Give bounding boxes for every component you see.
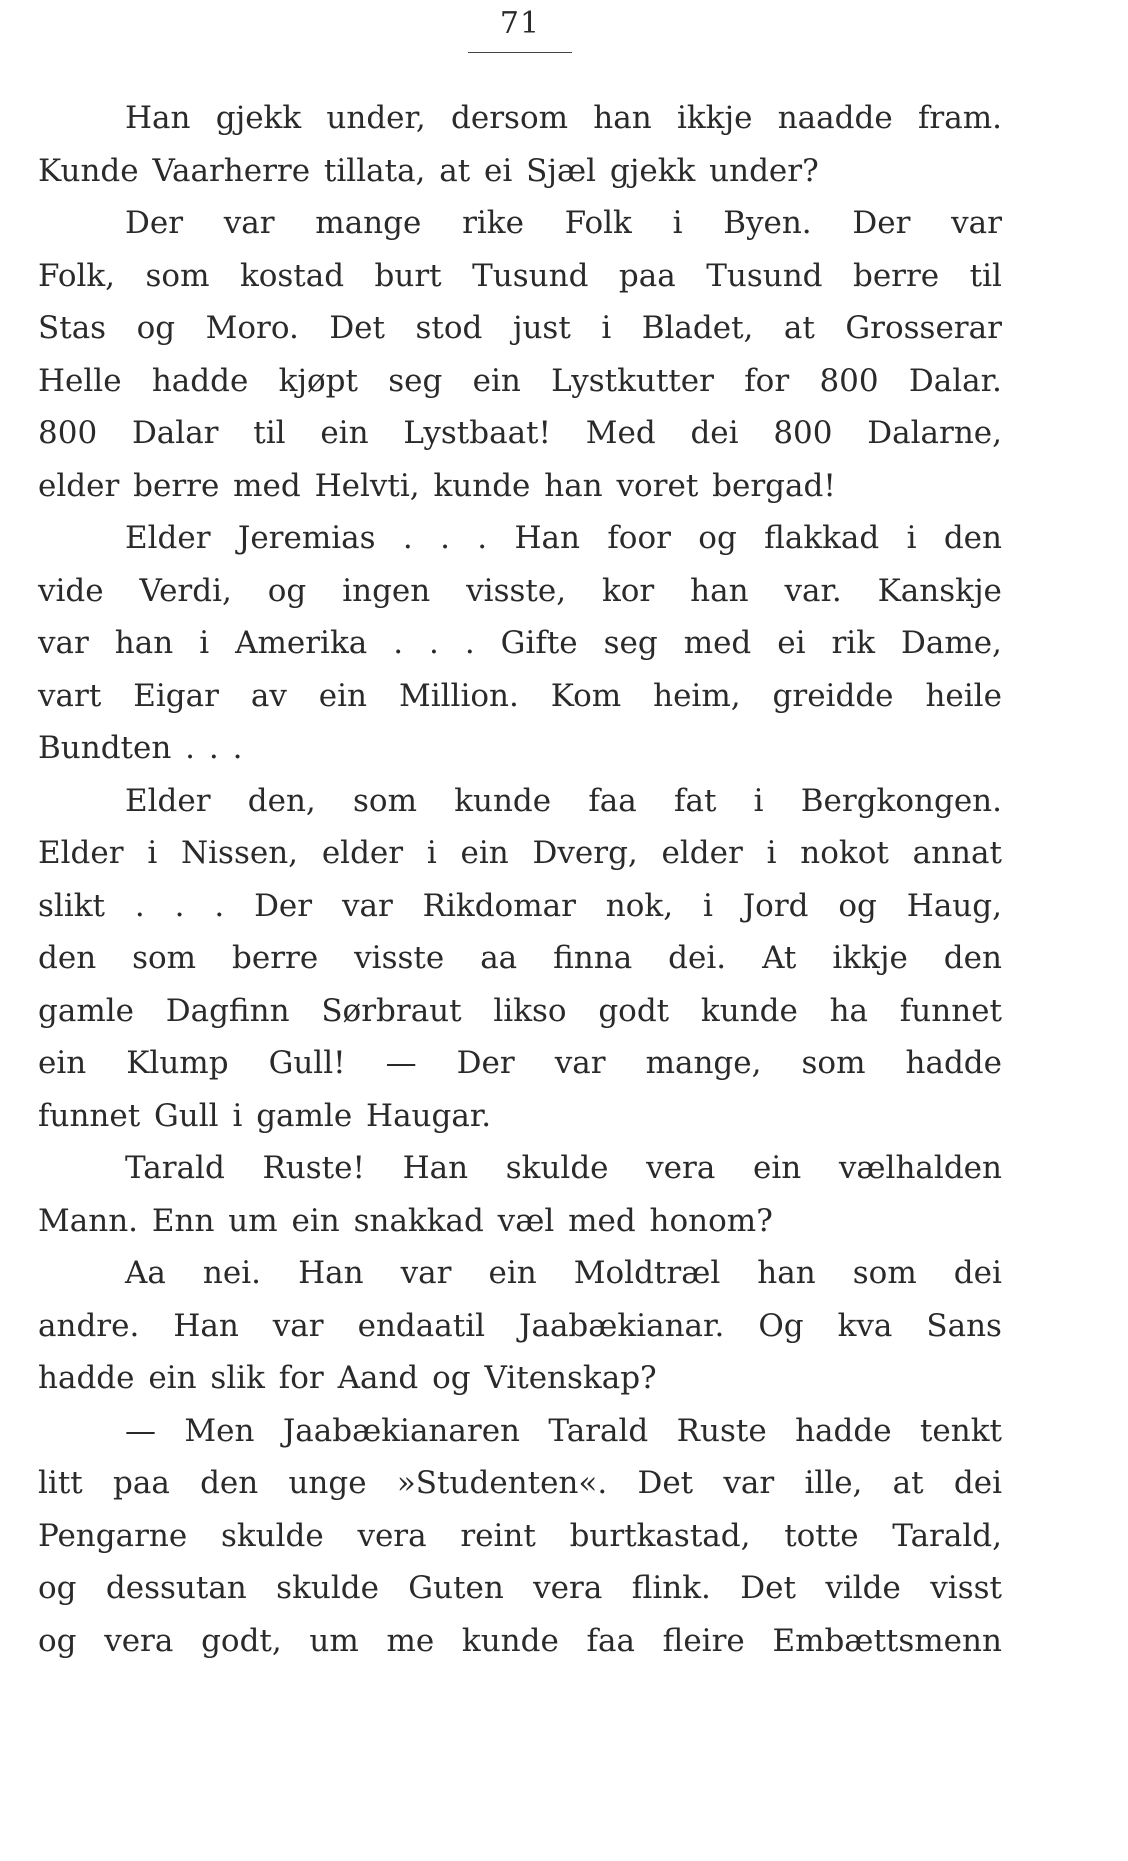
text-line: og dessutan skulde Guten vera flink. Det vilde visst	[38, 1570, 1002, 1606]
text-line: Pengarne skulde vera reint burtkastad, totte Tarald,	[38, 1517, 1002, 1554]
text-line: var han i Amerika . . . Gifte seg med ei rik Dame,	[38, 625, 1002, 661]
text-line: vart Eigar av ein Million. Kom heim, greidde heile	[38, 677, 1002, 714]
text-line: vide Verdi, og ingen visste, kor han var. Kanskje	[38, 572, 1002, 609]
text-line: Mann. Enn um ein snakkad væl med honom?	[38, 1202, 773, 1239]
text-line: den som berre visste aa finna dei. At ikkje den	[38, 940, 1002, 976]
text-line: Elder i Nissen, elder i ein Dverg, elder i nokot annat	[38, 835, 1002, 871]
text-line: hadde ein slik for Aand og Vitenskap?	[38, 1360, 657, 1396]
text-line: Folk, som kostad burt Tusund paa Tusund berre til	[38, 257, 1002, 294]
text-line: Aa nei. Han var ein Moldtræl han som dei	[125, 1255, 1002, 1291]
body-text	[38, 92, 1002, 1667]
text-line: og vera godt, um me kunde faa fleire Embættsmenn	[38, 1622, 1002, 1659]
text-line: Bundten . . .	[38, 730, 243, 766]
text-line: elder berre med Helvti, kunde han voret bergad!	[38, 467, 836, 504]
text-line: Der var mange rike Folk i Byen. Der var	[125, 205, 1002, 241]
text-line: funnet Gull i gamle Haugar.	[38, 1097, 492, 1134]
text-line: Elder den, som kunde faa fat i Bergkongen.	[125, 782, 1002, 819]
text-line: — Men Jaabækianaren Tarald Ruste hadde tenkt	[125, 1412, 1002, 1449]
page-number: 71	[499, 6, 541, 41]
text-line: Stas og Moro. Det stod just i Bladet, at Grosserar	[38, 310, 1002, 346]
text-line: andre. Han var endaatil Jaabækianar. Og kva Sans	[38, 1307, 1002, 1344]
text-line: ein Klump Gull! — Der var mange, som hadde	[38, 1045, 1002, 1081]
text-line: gamle Dagfinn Sørbraut likso godt kunde ha funnet	[38, 992, 1002, 1029]
page-number-rule	[468, 52, 572, 53]
text-line: slikt . . . Der var Rikdomar nok, i Jord og Haug,	[38, 887, 1002, 924]
text-line: litt paa den unge »Studenten«. Det var ille, at dei	[38, 1465, 1002, 1501]
text-line: Kunde Vaarherre tillata, at ei Sjæl gjekk under?	[38, 152, 819, 189]
text-line: Tarald Ruste! Han skulde vera ein vælhalden	[125, 1150, 1002, 1186]
text-line: Han gjekk under, dersom han ikkje naadde fram.	[125, 100, 1002, 136]
text-line: Helle hadde kjøpt seg ein Lystkutter for 800 Dalar.	[38, 362, 1002, 399]
text-line: Elder Jeremias . . . Han foor og flakkad i den	[125, 520, 1002, 556]
text-line: 800 Dalar til ein Lystbaat! Med dei 800 Dalarne,	[38, 415, 1002, 451]
